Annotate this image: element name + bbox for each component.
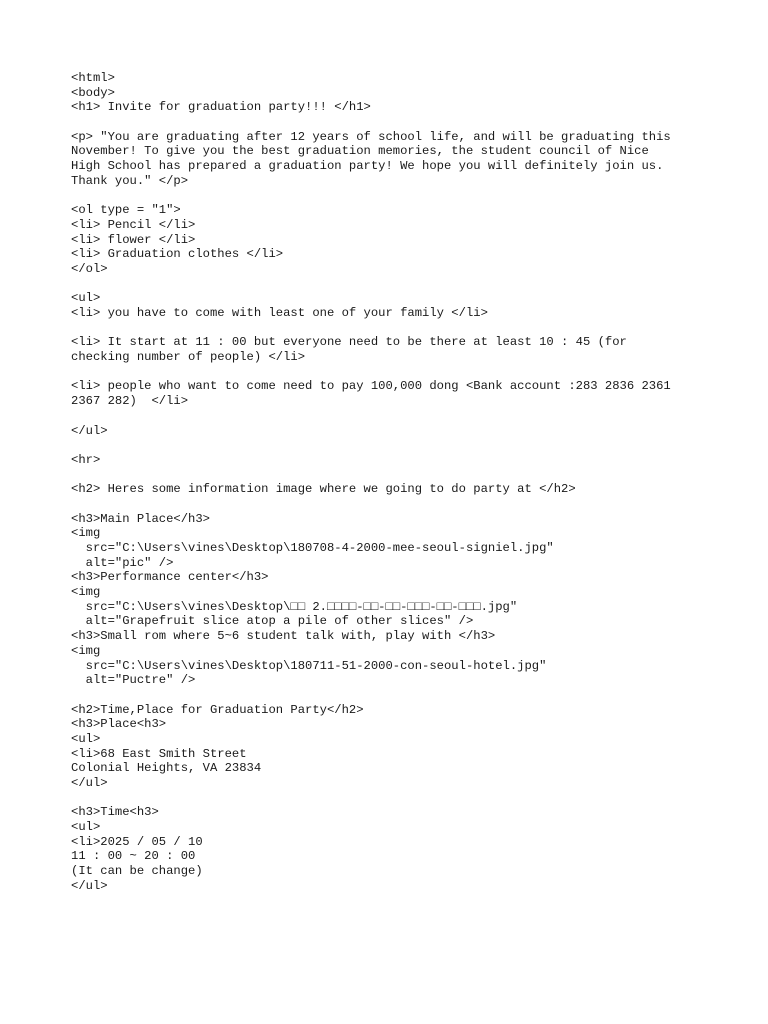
line-52: <ul> — [71, 820, 101, 835]
blank-line — [71, 438, 711, 453]
line-44: <h2>Time,Place for Graduation Party</h2> — [71, 702, 364, 717]
line-6: November! To give you the best graduation memories, the student council of Nice — [71, 144, 649, 159]
line-46: <ul> — [71, 731, 101, 746]
line-8: Thank you." </p> — [71, 173, 189, 188]
line-19: <li> It start at 11 : 00 but everyone need to be there at least 10 : 45 (for — [71, 335, 627, 350]
line-42: alt="Puctre" /> — [71, 673, 196, 688]
line-17: <li> you have to come with least one of your family </li> — [71, 306, 488, 320]
line-7: High School has prepared a graduation party! We hope you will definitely join us. — [71, 159, 664, 174]
line-1: <html> — [71, 71, 115, 85]
line-12: <li> flower </li> — [71, 232, 196, 247]
line-56: </ul> — [71, 878, 108, 893]
line-13: <li> Graduation clothes </li> — [71, 247, 284, 262]
blank-line — [71, 365, 711, 380]
line-38: alt="Grapefruit slice atop a pile of other slices" /> — [71, 614, 474, 629]
line-48: Colonial Heights, VA 23834 — [71, 761, 262, 776]
line-47: <li>68 East Smith Street — [71, 746, 247, 761]
line-23: 2367 282) </li> — [71, 394, 189, 409]
line-35: <h3>Performance center</h3> — [71, 570, 269, 585]
line-25: </ul> — [71, 423, 108, 438]
line-16: <ul> — [71, 291, 101, 306]
line-14: </ol> — [71, 261, 108, 276]
line-32: <img — [71, 526, 101, 541]
blank-line — [71, 688, 711, 703]
line-5: <p> "You are graduating after 12 years of school life, and will be graduating this — [71, 129, 671, 144]
line-27: <hr> — [71, 452, 101, 467]
line-51: <h3>Time<h3> — [71, 805, 159, 820]
line-41: src="C:\Users\vines\Desktop\180711-51-2000-con-seoul-hotel.jpg" — [71, 658, 547, 673]
blank-line — [71, 409, 711, 424]
line-49: </ul> — [71, 776, 108, 790]
blank-line — [71, 497, 711, 512]
line-29: <h2> Heres some information image where we going to do party at </h2> — [71, 482, 576, 497]
line-54: 11 : 00 ~ 20 : 00 — [71, 849, 196, 864]
line-39: <h3>Small rom where 5~6 student talk with, play with </h3> — [71, 629, 496, 644]
line-53: <li>2025 / 05 / 10 — [71, 834, 203, 849]
line-20: checking number of people) </li> — [71, 350, 306, 365]
line-36: <img — [71, 585, 101, 600]
line-11: <li> Pencil </li> — [71, 217, 196, 232]
line-2: <body> — [71, 85, 115, 100]
line-37: src="C:\Users\vines\Desktop\□□ 2.□□□□-□□-□□-□□□-□□-□□□.jpg" — [71, 599, 518, 614]
line-31: <h3>Main Place</h3> — [71, 511, 210, 526]
line-10: <ol type = "1"> — [71, 203, 181, 218]
line-3: <h1> Invite for graduation party!!! </h1> — [71, 100, 371, 115]
blank-line — [71, 468, 711, 483]
line-55: (It can be change) — [71, 864, 203, 879]
line-45: <h3>Place<h3> — [71, 717, 167, 732]
line-34: alt="pic" /> — [71, 555, 174, 570]
blank-line — [71, 791, 711, 806]
line-22: <li> people who want to come need to pay 100,000 dong <Bank account :283 2836 2361 — [71, 379, 671, 394]
blank-line — [71, 115, 711, 130]
blank-line — [71, 277, 711, 292]
blank-line — [71, 321, 711, 336]
line-40: <img — [71, 643, 101, 658]
line-33: src="C:\Users\vines\Desktop\180708-4-2000-mee-seoul-signiel.jpg" — [71, 541, 554, 555]
blank-line — [71, 189, 711, 204]
document-page — [71, 71, 711, 894]
